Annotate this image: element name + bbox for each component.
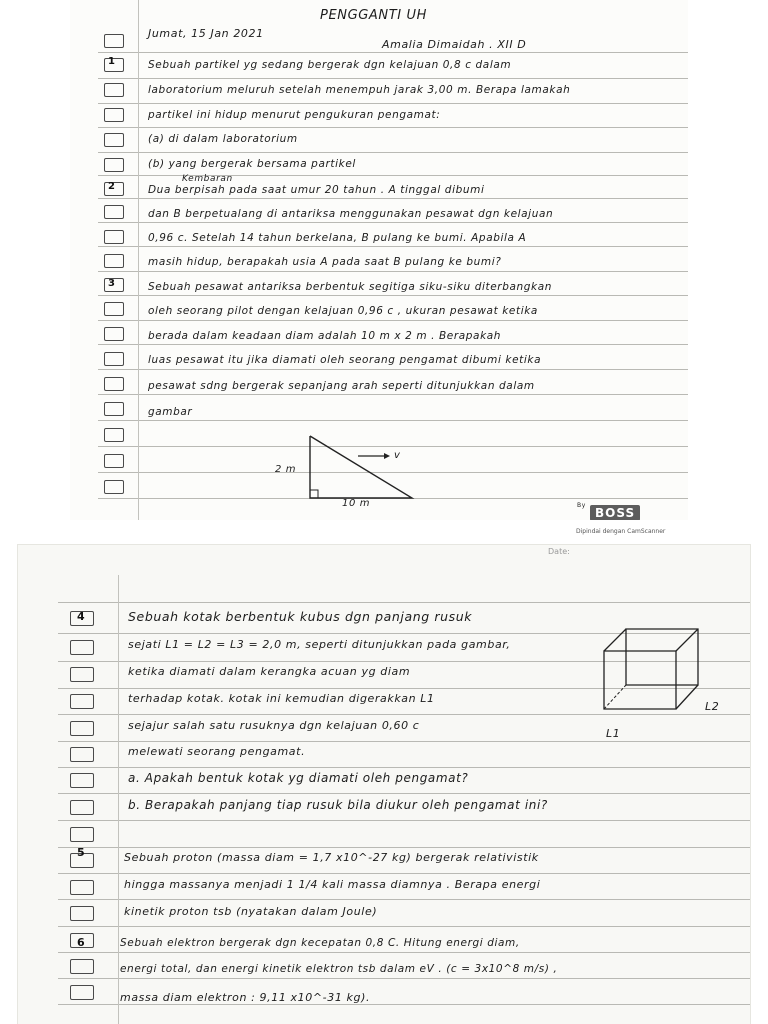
boss-stamp-logo: BOSS xyxy=(590,505,640,520)
ruled-line xyxy=(58,820,750,821)
question-number: 1 xyxy=(108,56,116,67)
question-4-line: b. Berapakah panjang tiap rusuk bila diukur oleh pengamat ini? xyxy=(128,798,548,812)
checkbox xyxy=(70,880,94,895)
question-number: 5 xyxy=(77,846,86,859)
question-6-line: energi total, dan energi kinetik elektron tsb dalam eV . (c = 3x10^8 m/s) , xyxy=(120,963,558,975)
question-2-line: dan B berpetualang di antariksa menggunakan pesawat dgn kelajuan xyxy=(148,208,554,220)
question-5-line: kinetik proton tsb (nyatakan dalam Joule) xyxy=(124,905,378,918)
ruled-line xyxy=(98,271,688,272)
question-3-line: oleh seorang pilot dengan kelajuan 0,96 c , ukuran pesawat ketika xyxy=(148,305,538,317)
ruled-line xyxy=(98,198,688,199)
ruled-line xyxy=(58,899,750,900)
ruled-line xyxy=(98,222,688,223)
ruled-line xyxy=(58,793,750,794)
checkbox xyxy=(70,721,94,736)
ruled-line xyxy=(98,295,688,296)
question-4-line: a. Apakah bentuk kotak yg diamati oleh pengamat? xyxy=(128,771,469,785)
checkbox xyxy=(104,83,124,97)
checkbox xyxy=(104,327,124,341)
question-5-line: hingga massanya menjadi 1 1/4 kali massa diamnya . Berapa energi xyxy=(124,878,541,891)
question-2-line: masih hidup, berapakah usia A pada saat B pulang ke bumi? xyxy=(148,256,502,268)
question-number: 4 xyxy=(77,610,86,623)
ruled-line xyxy=(58,1004,750,1005)
checkbox xyxy=(70,800,94,815)
ruled-line xyxy=(98,420,688,421)
checkbox xyxy=(104,480,124,494)
checkbox xyxy=(70,694,94,709)
stamp-prefix: By xyxy=(577,502,586,509)
arrow-label: v xyxy=(394,450,401,461)
cube-figure xyxy=(598,625,718,735)
checkbox xyxy=(104,158,124,172)
question-1-line: (a) di dalam laboratorium xyxy=(148,133,298,145)
checkbox xyxy=(104,254,124,268)
question-3-line: luas pesawat itu jika diamati oleh seorang pengamat dibumi ketika xyxy=(148,354,542,366)
ruled-line xyxy=(98,78,688,79)
question-2-line: Dua berpisah pada saat umur 20 tahun . A tinggal dibumi xyxy=(148,184,485,196)
ruled-line xyxy=(58,767,750,768)
date-label: Date: xyxy=(548,547,570,556)
student-name: Amalia Dimaidah . XII D xyxy=(382,38,527,51)
question-3-line: Sebuah pesawat antariksa berbentuk segitiga siku-siku diterbangkan xyxy=(148,281,553,293)
checkbox xyxy=(104,302,124,316)
question-number: 3 xyxy=(108,278,116,289)
checkbox xyxy=(104,108,124,122)
cube-edge-label: L2 xyxy=(705,700,720,713)
checkbox xyxy=(70,959,94,974)
question-4-line: Sebuah kotak berbentuk kubus dgn panjang rusuk xyxy=(128,609,473,624)
ruled-line xyxy=(58,847,750,848)
ruled-line xyxy=(98,52,688,53)
date-text: Jumat, 15 Jan 2021 xyxy=(148,27,264,40)
checkbox xyxy=(70,906,94,921)
question-6-line: Sebuah elektron bergerak dgn kecepatan 0,8 C. Hitung energi diam, xyxy=(120,937,520,949)
question-1-line: laboratorium meluruh setelah menempuh jarak 3,00 m. Berapa lamakah xyxy=(148,84,571,96)
ruled-line xyxy=(98,344,688,345)
question-1-line: Sebuah partikel yg sedang bergerak dgn kelajuan 0,8 c dalam xyxy=(148,59,512,71)
checkbox xyxy=(104,34,124,48)
question-3-line: gambar xyxy=(148,406,193,418)
question-4-line: ketika diamati dalam kerangka acuan yg diam xyxy=(128,665,411,678)
question-3-line: pesawat sdng bergerak sepanjang arah seperti ditunjukkan dalam xyxy=(148,380,535,392)
question-4-line: melewati seorang pengamat. xyxy=(128,745,306,758)
sheet-title: PENGGANTI UH xyxy=(320,8,427,23)
checkbox xyxy=(104,454,124,468)
margin-line xyxy=(118,575,119,1024)
checkbox xyxy=(104,428,124,442)
question-3-line: berada dalam keadaan diam adalah 10 m x 2 m . Berapakah xyxy=(148,330,502,342)
question-2-line: 0,96 c. Setelah 14 tahun berkelana, B pulang ke bumi. Apabila A xyxy=(148,232,527,244)
checkbox xyxy=(104,133,124,147)
question-5-line: Sebuah proton (massa diam = 1,7 x10^-27 kg) bergerak relativistik xyxy=(124,851,539,864)
ruled-line xyxy=(98,320,688,321)
question-4-line: sejajur salah satu rusuknya dgn kelajuan 0,60 c xyxy=(128,719,420,732)
ruled-line xyxy=(98,127,688,128)
ruled-line xyxy=(98,394,688,395)
checkbox xyxy=(104,402,124,416)
question-number: 6 xyxy=(77,936,86,949)
ruled-line xyxy=(58,978,750,979)
cube-edge-label: L1 xyxy=(606,727,621,740)
checkbox xyxy=(70,747,94,762)
scanner-watermark: Dipindai dengan CamScanner xyxy=(576,528,666,535)
checkbox xyxy=(104,230,124,244)
inserted-word: Kembaran xyxy=(182,174,233,184)
question-1-line: partikel ini hidup menurut pengukuran pengamat: xyxy=(148,109,441,121)
checkbox xyxy=(70,667,94,682)
ruled-line xyxy=(98,369,688,370)
ruled-line xyxy=(58,873,750,874)
triangle-spaceship-figure xyxy=(300,432,460,512)
scanned-page-2 xyxy=(18,545,750,1024)
question-4-line: sejati L1 = L2 = L3 = 2,0 m, seperti ditunjukkan pada gambar, xyxy=(128,638,511,651)
checkbox xyxy=(70,640,94,655)
ruled-line xyxy=(98,152,688,153)
ruled-line xyxy=(58,741,750,742)
question-4-line: terhadap kotak. kotak ini kemudian digerakkan L1 xyxy=(128,692,435,705)
question-1-line: (b) yang bergerak bersama partikel xyxy=(148,158,356,170)
checkbox xyxy=(104,377,124,391)
checkbox xyxy=(104,205,124,219)
ruled-line xyxy=(98,246,688,247)
height-label: 2 m xyxy=(275,464,297,475)
ruled-line xyxy=(58,602,750,603)
ruled-line xyxy=(98,103,688,104)
question-6-line: massa diam elektron : 9,11 x10^-31 kg). xyxy=(120,991,371,1004)
checkbox xyxy=(70,773,94,788)
base-label: 10 m xyxy=(342,498,371,509)
scanned-page-1 xyxy=(70,0,688,520)
checkbox xyxy=(70,985,94,1000)
checkbox xyxy=(70,827,94,842)
checkbox xyxy=(104,352,124,366)
ruled-line xyxy=(58,952,750,953)
ruled-line xyxy=(58,926,750,927)
margin-line xyxy=(138,0,139,520)
question-number: 2 xyxy=(108,181,116,192)
